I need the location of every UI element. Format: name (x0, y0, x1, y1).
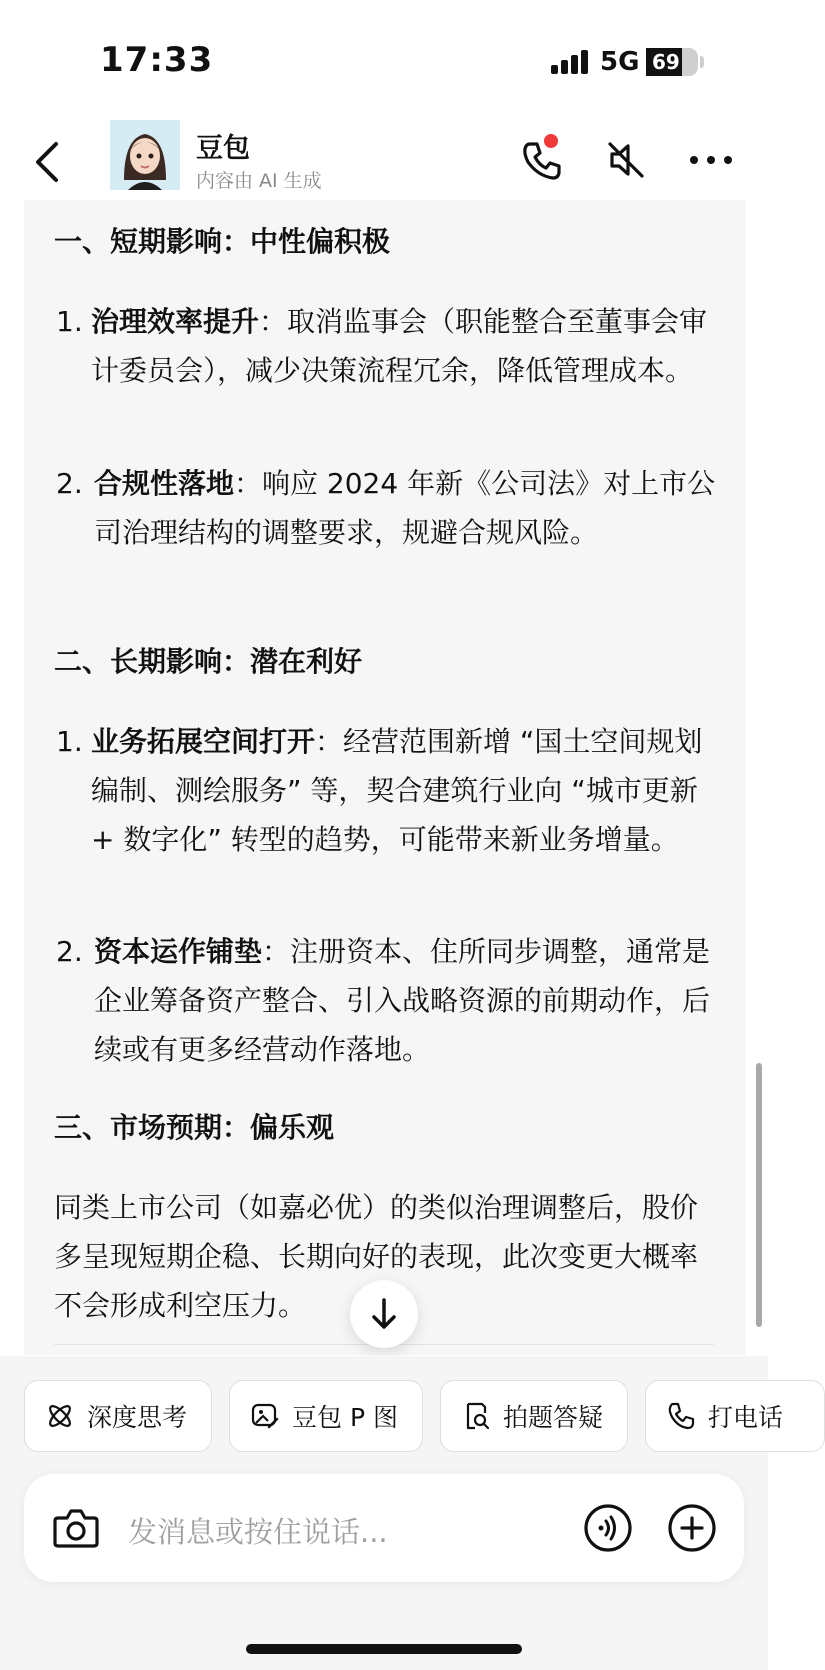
list-item-title: 合规性落地 (94, 467, 235, 500)
chip-label: 打电话 (708, 1403, 784, 1432)
more-icon (686, 138, 736, 182)
deep-think-chip[interactable] (24, 1380, 212, 1452)
battery-icon (646, 48, 698, 76)
section-heading: 一、短期影响：中性偏积极 (54, 225, 391, 258)
list-item (54, 927, 724, 1074)
chip-label: 深度思考 (87, 1403, 188, 1432)
list-number: 1. (56, 305, 83, 338)
list-item-title: 业务拓展空间打开 (91, 725, 316, 758)
section-heading: 三、市场预期：偏乐观 (54, 1111, 335, 1144)
status-bar (0, 0, 768, 120)
list-number: 1. (56, 725, 83, 758)
section-paragraph: 同类上市公司（如嘉必优）的类似治理调整后，股价多呈现短期企稳、长期向好的表现，此次变更大概率不会形成利空压力。 (54, 1191, 699, 1322)
image-edit-icon (250, 1401, 280, 1431)
more-button[interactable] (686, 138, 736, 182)
camera-icon (52, 1506, 100, 1550)
composer-area (0, 1470, 768, 1670)
list-item-title: 治理效率提升 (91, 305, 260, 338)
ai-disclaimer: 内容由 AI 生成 (196, 170, 322, 192)
input-placeholder: 发消息或按住说话... (128, 1515, 388, 1549)
list-number: 2. (56, 935, 83, 968)
camera-button[interactable] (52, 1506, 100, 1550)
image-edit-chip[interactable] (229, 1380, 423, 1452)
mute-button[interactable] (604, 138, 648, 182)
plus-icon (666, 1502, 718, 1554)
notification-dot (544, 134, 558, 148)
back-button[interactable] (30, 140, 70, 184)
scroll-to-bottom-button[interactable] (350, 1280, 418, 1348)
list-item-body: ：注册资本、住所同步调整，通常是企业筹备资产整合、引入战略资源的前期动作，后续或有更多经营动作落地。 (94, 935, 711, 1066)
list-number: 2. (56, 467, 83, 500)
quick-actions-bar (0, 1356, 784, 1470)
phone-icon (520, 138, 564, 182)
battery-level: 69 (652, 50, 680, 74)
doc-search-icon (461, 1401, 491, 1431)
list-item-title: 资本运作铺垫 (94, 935, 263, 968)
voice-call-button[interactable] (520, 138, 564, 182)
voice-input-button[interactable] (582, 1502, 634, 1554)
atom-icon (45, 1401, 75, 1431)
section-heading: 二、长期影响：潜在利好 (54, 645, 363, 678)
list-item (54, 459, 724, 557)
list-item-body: ：响应 2024 年新《公司法》对上市公司治理结构的调整要求，规避合规风险。 (94, 467, 716, 549)
avatar-face (110, 120, 180, 190)
battery-cap (700, 56, 704, 68)
chip-label: 拍题答疑 (503, 1403, 604, 1432)
phone-icon (666, 1401, 696, 1431)
ai-message (24, 200, 746, 1355)
phone-call-chip[interactable] (645, 1380, 825, 1452)
status-time: 17:33 (100, 40, 214, 80)
list-item-body: ：取消监事会（职能整合至董事会审计委员会），减少决策流程冗余，降低管理成本。 (91, 305, 708, 387)
list-item (54, 717, 724, 864)
home-indicator[interactable] (246, 1644, 522, 1654)
voice-wave-icon (582, 1502, 634, 1554)
list-item (54, 297, 724, 395)
scrollbar[interactable] (756, 1063, 762, 1327)
avatar[interactable] (110, 120, 180, 190)
photo-solve-chip[interactable] (440, 1380, 628, 1452)
chat-header (0, 120, 768, 200)
network-type: 5G (600, 47, 640, 77)
signal-icon (551, 50, 591, 74)
speaker-mute-icon (604, 138, 648, 182)
back-arrow-icon (30, 140, 70, 184)
chip-label: 豆包 P 图 (292, 1403, 398, 1432)
message-input[interactable] (24, 1474, 744, 1582)
arrow-down-icon (350, 1280, 418, 1348)
add-button[interactable] (666, 1502, 718, 1554)
chat-title: 豆包 (196, 133, 250, 164)
list-item-body: ：经营范围新增 “国土空间规划编制、测绘服务” 等，契合建筑行业向 “城市更新 + 数字化” 转型的趋势，可能带来新业务增量。 (91, 725, 703, 856)
